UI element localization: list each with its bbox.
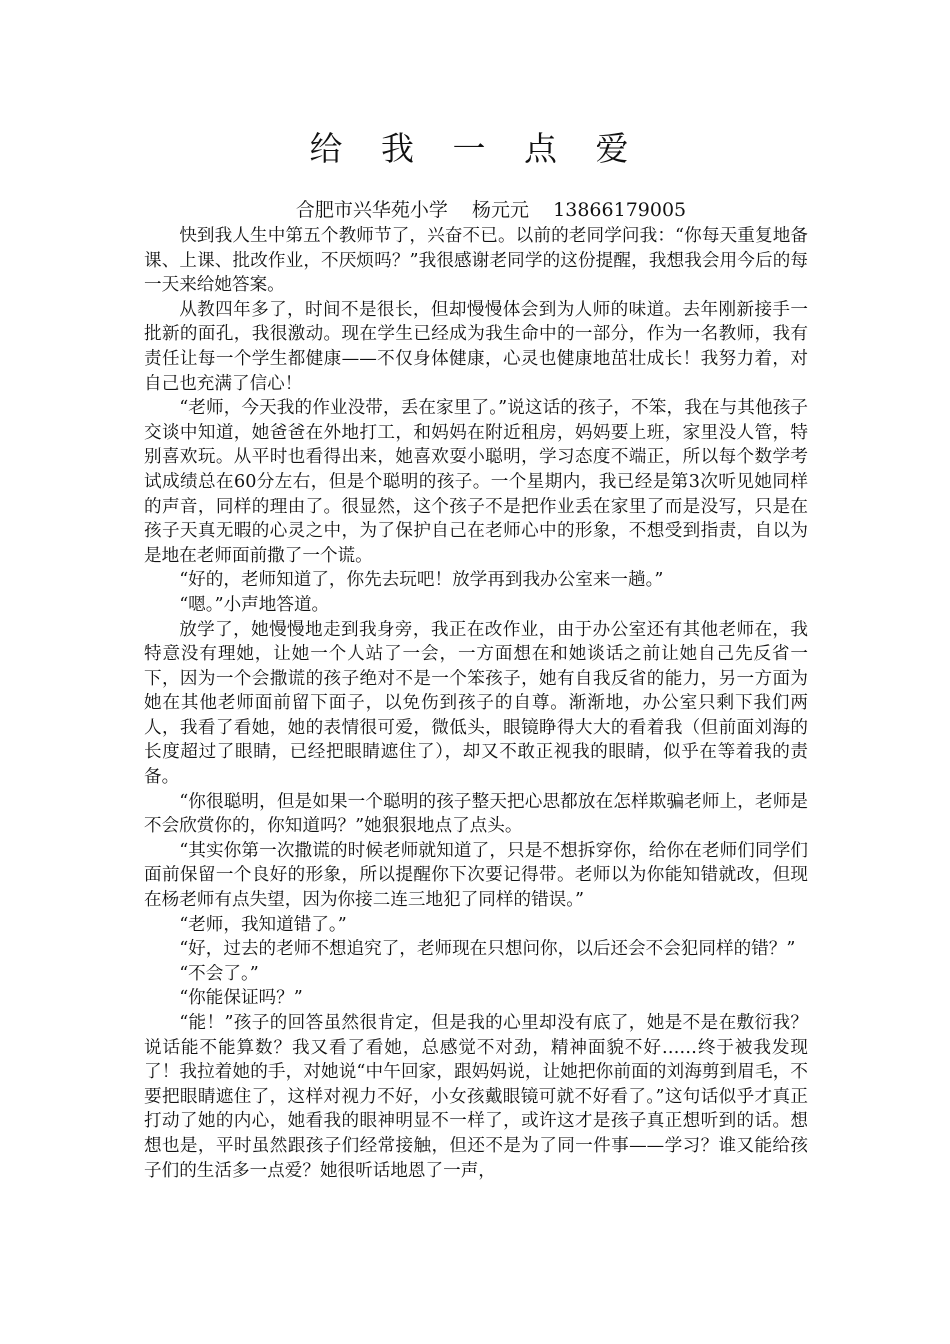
paragraph: “老师，今天我的作业没带，丢在家里了。”说这话的孩子，不笨，我在与其他孩子交谈中知道，她爸爸在外地打工，和妈妈在附近租房，妈妈要上班，家里没人管，特别喜欢玩。从平时也看得出来，她喜欢耍小聪明，学习态度不端正，所以每个数学考试成绩总在60分左右，但是个聪明的孩子。一个星期内，我已经是第3次听见她同样的声音，同样的理由了。很显然，这个孩子不是把作业丢在家里了而是没写，只是在孩子天真无暇的心灵之中，为了保护自己在老师心中的形象，不想受到指责，自以为是地在老师面前撒了一个谎。 (144, 398, 808, 566)
paragraph: “不会了。” (179, 963, 259, 984)
paragraph: “好的，老师知道了，你先去玩吧！放学再到我办公室来一趟。” (179, 570, 664, 591)
document-title: 给 我 一 点 爱 (309, 129, 643, 168)
paragraph: 放学了，她慢慢地走到我身旁，我正在改作业，由于办公室还有其他老师在，我特意没有理她，让她一个人站了一会，一方面想在和她谈话之前让她自己先反省一下，因为一个会撒谎的孩子绝对不是一个笨孩子，她有自我反省的能力，另一方面为她在其他老师面前留下面子，以免伤到孩子的自尊。渐渐地，办公室只剩下我们两人，我看了看她，她的表情很可爱，微低头，眼镜睁得大大的看着我（但前面刘海的长度超过了眼睛，已经把眼睛遮住了），却又不敢正视我的眼睛，似乎在等着我的责备。 (144, 619, 808, 788)
paragraph: “能！”孩子的回答虽然很肯定，但是我的心里却没有底了，她是不是在敷衍我？说话能不能算数？我又看了看她，总感觉不对劲，精神面貌不好……终于被我发现了！我拉着她的手，对她说“中午回家，跟妈妈说，让她把你前面的刘海剪到眉毛，不要把眼睛遮住了，这样对视力不好，小女孩戴眼镜可就不好看了。”这句话似乎才真正打动了她的内心，她看我的眼神明显不一样了，或许这才是孩子真正想听到的话。想想也是，平时虽然跟孩子们经常接触，但还不是为了同一件事——学习？谁又能给孩子们的生活多一点爱？她很听话地恩了一声， (144, 1013, 808, 1181)
author-byline: 合肥市兴华苑小学 杨元元 13866179005 (295, 199, 687, 221)
paragraph: “好，过去的老师不想追究了，老师现在只想问你，以后还会不会犯同样的错？” (179, 939, 796, 960)
paragraph: “你能保证吗？” (179, 988, 303, 1009)
paragraph: 快到我人生中第五个教师节了，兴奋不已。以前的老同学问我：“你每天重复地备课、上课、批改作业，不厌烦吗？”我很感谢老同学的这份提醒，我想我会用今后的每一天来给她答案。 (144, 226, 808, 296)
paragraph: “其实你第一次撒谎的时候老师就知道了，只是不想拆穿你，给你在老师们同学们面前保留一个良好的形象，所以提醒你下次要记得带。老师以为你能知错就改，但现在杨老师有点失望，因为你接二连三地犯了同样的错误。” (144, 840, 808, 911)
document-page (144, 118, 808, 1183)
document-body (144, 224, 808, 1183)
paragraph: 从教四年多了，时间不是很长，但却慢慢体会到为人师的味道。去年刚新接手一批新的面孔，我很激动。现在学生已经成为我生命中的一部分，作为一名教师，我有责任让每一个学生都健康——不仅身体健康，心灵也健康地茁壮成长！我努力着，对自己也充满了信心！ (144, 299, 808, 394)
paragraph: “嗯。”小声地答道。 (179, 594, 330, 615)
paragraph: “老师，我知道错了。” (179, 914, 347, 935)
paragraph: “你很聪明，但是如果一个聪明的孩子整天把心思都放在怎样欺骗老师上，老师是不会欣赏你的，你知道吗？”她狠狠地点了点头。 (144, 791, 808, 837)
